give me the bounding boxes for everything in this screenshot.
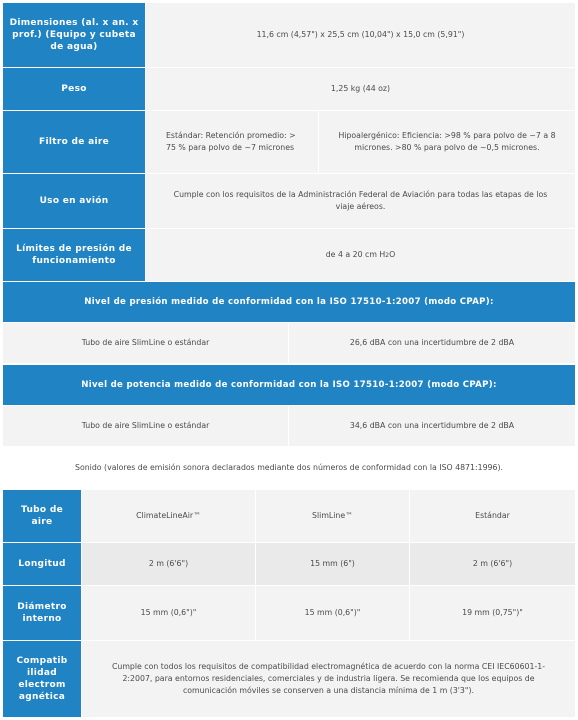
filtro-label: Filtro de aire (3, 111, 145, 173)
dimensiones-value: 11,6 cm (4,57") x 25,5 cm (10,04") x 15,0 cm (5,91") (146, 3, 575, 67)
diametro-label: Diámetro interno (3, 586, 81, 640)
nivel-potencia-valor: 34,6 dBA con una incertidumbre de 2 dBA (289, 406, 575, 446)
nivel-presion-valor: 26,6 dBA con una incertidumbre de 2 dBA (289, 323, 575, 363)
diametro-slimline: 15 mm (0,6")" (256, 586, 409, 640)
presion-label: Límites de presión de funcionamiento (3, 229, 145, 281)
tubo-header-label: Tubo de aire (3, 490, 81, 542)
presion-value-suffix: O (389, 250, 396, 260)
longitud-climate: 2 m (6'6") (82, 543, 255, 585)
nivel-presion-tubo: Tubo de aire SlimLine o estándar (3, 323, 288, 363)
tubo-col-estandar: Estándar (410, 490, 575, 542)
tubo-col-slimline: SlimLine™ (256, 490, 409, 542)
nivel-presion-title: Nivel de presión medido de conformidad con la ISO 17510-1:2007 (modo CPAP): (3, 282, 575, 322)
presion-value-prefix: de 4 a 20 cm H (325, 250, 386, 260)
longitud-slimline: 15 mm (6") (256, 543, 409, 585)
nivel-potencia-tubo: Tubo de aire SlimLine o estándar (3, 406, 288, 446)
compat-label: Compatib ilidad electrom agnética (3, 641, 81, 717)
nivel-potencia-title: Nivel de potencia medido de conformidad con la ISO 17510-1:2007 (modo CPAP): (3, 365, 575, 405)
dimensiones-label: Dimensiones (al. x an. x prof.) (Equipo y cubeta de agua) (3, 3, 145, 67)
filtro-hipo-value: Hipoalergénico: Eficiencia: >98 % para polvo de ~7 a 8 micrones. >80 % para polvo de ~0,5 micrones. (319, 111, 575, 173)
filtro-estandar-value: Estándar: Retención promedio: > 75 % para polvo de ~7 micrones (146, 111, 318, 173)
presion-value-sub: 2 (385, 251, 390, 259)
peso-label: Peso (3, 68, 145, 110)
longitud-estandar: 2 m (6'6") (410, 543, 575, 585)
avion-value: Cumple con los requisitos de la Administración Federal de Aviación para todas las etapas de los viaje aéreos. (146, 174, 575, 228)
diametro-estandar: 19 mm (0,75")" (410, 586, 575, 640)
longitud-label: Longitud (3, 543, 81, 585)
avion-label: Uso en avión (3, 174, 145, 228)
tubo-col-climate: ClimateLineAir™ (82, 490, 255, 542)
compat-value: Cumple con todos los requisitos de compatibilidad electromagnética de acuerdo con la norma CEI IEC60601-1-2:2007, para entornos residenciales, comerciales y de industria ligera. Se recomienda que los equipos de comunicación móviles se conserven a una distancia mínima de 1 m (3'3"). (82, 641, 575, 717)
sonido-note: Sonido (valores de emisión sonora declarados mediante dos números de conformidad con la ISO 4871:1996). (3, 450, 575, 486)
presion-value (146, 229, 575, 281)
peso-value: 1,25 kg (44 oz) (146, 68, 575, 110)
diametro-climate: 15 mm (0,6")" (82, 586, 255, 640)
